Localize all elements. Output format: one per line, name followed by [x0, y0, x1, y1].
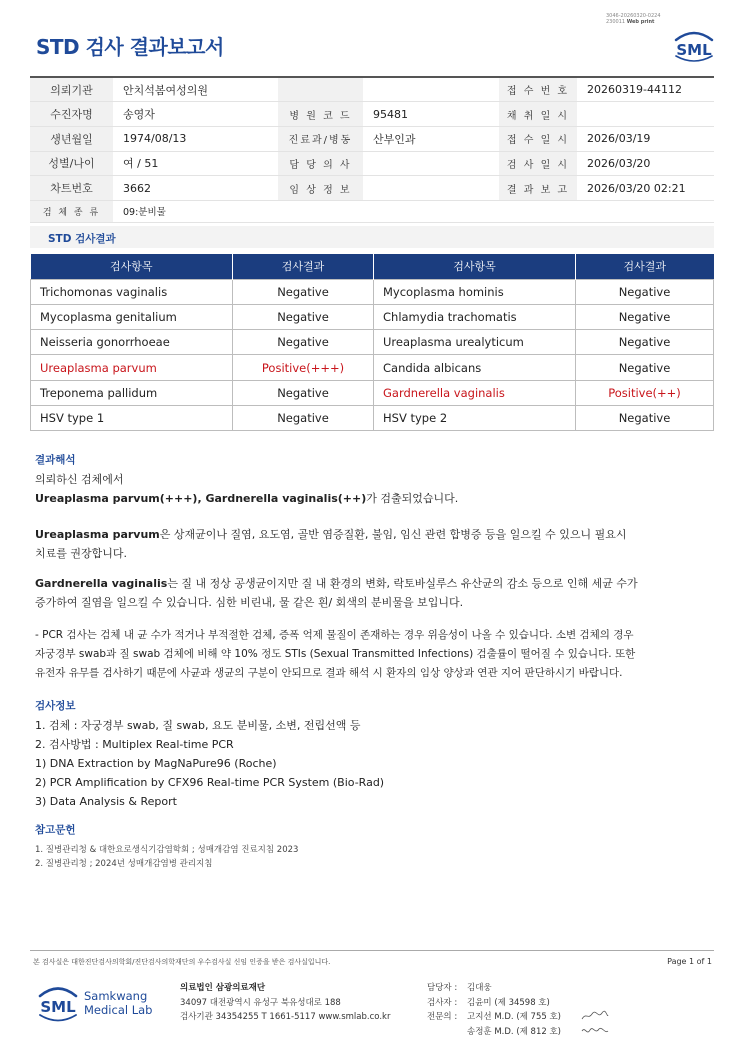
info-value	[363, 77, 499, 102]
test-item-name: Mycoplasma genitalium	[31, 304, 233, 329]
info-label: 성별/나이	[30, 151, 113, 176]
ureaplasma-text-2: 치료를 권장합니다.	[35, 547, 128, 560]
document-code-line2: 230011	[606, 19, 626, 25]
test-result-value: Negative	[576, 304, 714, 329]
info-value: 안치석봄여성의원	[113, 77, 278, 102]
test-item-name: Candida albicans	[374, 355, 576, 380]
info-value: 송영자	[113, 102, 278, 127]
info-value: 산부인과	[363, 126, 499, 151]
staff-name: 김윤미 (제 34598 호)	[467, 997, 550, 1008]
info-label: 진료과/병동	[278, 126, 363, 151]
staff-row	[427, 1025, 561, 1040]
patient-info-row	[30, 151, 714, 176]
info-value: 1974/08/13	[113, 126, 278, 151]
test-result-value: Negative	[576, 405, 714, 430]
test-item-name: Gardnerella vaginalis	[374, 380, 576, 405]
patient-info-table	[30, 76, 714, 223]
test-item-name: Mycoplasma hominis	[374, 279, 576, 304]
organization-name: 의료법인 삼광의료재단	[180, 983, 266, 993]
test-result-value: Negative	[576, 330, 714, 355]
test-result-value: Negative	[233, 304, 374, 329]
pcr-note	[35, 626, 715, 683]
page-number: Page 1 of 1	[667, 957, 712, 966]
info-label: 의뢰기관	[30, 77, 113, 102]
info-value: 2026/03/20	[577, 151, 714, 176]
info-label: 검 사 일 시	[499, 151, 577, 176]
staff-name: 고지선 M.D. (제 755 호)	[467, 1012, 562, 1022]
brand-line1: Samkwang	[84, 989, 148, 1003]
ureaplasma-text-1: 은 상재균이나 질염, 요도염, 골반 염증질환, 불임, 임신 관련 합병증 등을 일으킬 수 있으니 필요시	[159, 528, 627, 541]
organization-address: 34097 대전광역시 유성구 북유성대로 188	[180, 997, 341, 1008]
test-item-name: Ureaplasma urealyticum	[374, 330, 576, 355]
reference-line: 2. 질병관리청 ; 2024년 성매개감염병 관리지침	[35, 859, 213, 869]
sml-footer-logo-text: SML	[40, 998, 76, 1016]
pcr-note-line1: - PCR 검사는 검체 내 균 수가 적거나 부적절한 검체, 증폭 억제 물질이 존재하는 경우 위음성이 나올 수 있습니다. 소변 검체의 경우	[35, 629, 634, 641]
staff-role: 담당자 :	[427, 983, 458, 993]
test-result-value: Negative	[233, 330, 374, 355]
patient-info-row	[30, 102, 714, 127]
info-value: 2026/03/20 02:21	[577, 176, 714, 201]
info-value: 20260319-44112	[577, 77, 714, 102]
gardnerella-paragraph	[35, 574, 715, 612]
test-info-section	[35, 697, 715, 811]
pcr-note-line3: 유전자 유무를 검사하기 때문에 사균과 생균의 구분이 안되므로 결과 해석 시 환자의 임상 양상과 연관 지어 판단하시기 바랍니다.	[35, 667, 623, 679]
test-item-name: Ureaplasma parvum	[31, 355, 233, 380]
reference-line: 1. 질병관리청 & 대한요로생식기감염학회 ; 성매개감염 진료지침 2023	[35, 845, 299, 855]
test-item-name: Chlamydia trachomatis	[374, 304, 576, 329]
info-label: 임 상 정 보	[278, 176, 363, 201]
results-header-row	[31, 254, 714, 279]
interpretation-intro: 의뢰하신 검체에서	[35, 473, 124, 486]
table-row	[31, 304, 714, 329]
page-title: STD 검사 결과보고서	[36, 35, 224, 59]
table-row	[31, 405, 714, 430]
references-section	[35, 821, 715, 871]
staff-role: 전문의 :	[427, 1012, 458, 1022]
info-label	[278, 77, 363, 102]
test-info-line: 1) DNA Extraction by MagNaPure96 (Roche)	[35, 757, 277, 770]
table-row	[31, 355, 714, 380]
info-label: 생년월일	[30, 126, 113, 151]
test-result-value: Negative	[576, 355, 714, 380]
gardnerella-text-1: 는 질 내 정상 공생균이지만 질 내 환경의 변화, 락토바실루스 유산균의 감소 등으로 인해 세균 수가	[167, 577, 638, 590]
pcr-note-line2: 자궁경부 swab과 질 swab 검체에 비해 약 10% 정도 STIs (Sexual Transmitted Infections) 검출률이 떨어질 수 있습니다. 또한	[35, 648, 636, 660]
info-label: 병 원 코 드	[278, 102, 363, 127]
ureaplasma-paragraph	[35, 525, 715, 563]
web-print-tag: Web print	[626, 19, 655, 25]
test-item-name: HSV type 1	[31, 405, 233, 430]
test-item-name: Neisseria gonorrhoeae	[31, 330, 233, 355]
info-value: 3662	[113, 176, 278, 201]
info-value: 2026/03/19	[577, 126, 714, 151]
staff-name: 김대웅	[467, 983, 492, 993]
test-info-heading: 검사정보	[35, 700, 76, 712]
staff-row	[427, 1010, 561, 1025]
test-result-value: Negative	[576, 279, 714, 304]
info-label: 접 수 일 시	[499, 126, 577, 151]
header-test-item-1: 검사항목	[31, 254, 233, 279]
document-code-line1: 3046-20260320-0224	[606, 13, 661, 19]
header-test-item-2: 검사항목	[374, 254, 576, 279]
info-value	[363, 151, 499, 176]
brand-line2: Medical Lab	[84, 1003, 153, 1017]
detected-suffix: 가 검출되었습니다.	[366, 492, 459, 505]
signature-icon	[580, 1025, 610, 1037]
detected-organisms: Ureaplasma parvum(+++), Gardnerella vaginalis(++)	[35, 492, 367, 505]
test-result-value: Negative	[233, 405, 374, 430]
gardnerella-term: Gardnerella vaginalis	[35, 577, 168, 590]
sml-logo-icon	[671, 28, 717, 62]
accreditation-note: 본 검사실은 대한진단검사의학회/진단검사의학재단의 우수검사실 신임 인증을 받은 검사실입니다.	[33, 958, 331, 966]
interpretation-section	[35, 451, 715, 508]
table-row	[31, 330, 714, 355]
test-result-value: Negative	[233, 279, 374, 304]
test-info-line: 1. 검체 : 자궁경부 swab, 질 swab, 요도 분비물, 소변, 전립선액 등	[35, 719, 361, 732]
test-result-value: Positive(++)	[576, 380, 714, 405]
info-label: 결 과 보 고	[499, 176, 577, 201]
organization-info	[180, 981, 390, 1025]
test-info-line: 2) PCR Amplification by CFX96 Real-time PCR System (Bio-Rad)	[35, 776, 385, 789]
info-value: 95481	[363, 102, 499, 127]
ureaplasma-term: Ureaplasma parvum	[35, 528, 160, 541]
header-test-result-1: 검사결과	[233, 254, 374, 279]
sml-footer-logo-icon	[36, 982, 80, 1024]
interpretation-heading: 결과해석	[35, 454, 76, 466]
info-label: 담 당 의 사	[278, 151, 363, 176]
info-value	[363, 176, 499, 201]
test-item-name: HSV type 2	[374, 405, 576, 430]
specimen-row	[30, 200, 714, 222]
test-info-line: 3) Data Analysis & Report	[35, 795, 177, 808]
patient-info-row	[30, 176, 714, 201]
info-value	[577, 102, 714, 127]
staff-role: 검사자 :	[427, 997, 458, 1008]
staff-row	[427, 996, 561, 1011]
test-item-name: Treponema pallidum	[31, 380, 233, 405]
footer-divider	[30, 950, 714, 951]
patient-info-row	[30, 126, 714, 151]
specimen-label: 검 체 종 류	[30, 200, 113, 222]
test-result-value: Positive(+++)	[233, 355, 374, 380]
info-label: 접 수 번 호	[499, 77, 577, 102]
results-section-title: STD 검사결과	[48, 233, 116, 245]
info-label: 채 취 일 시	[499, 102, 577, 127]
staff-name: 송정훈 M.D. (제 812 호)	[467, 1026, 562, 1037]
organization-contact: 검사기관 34354255 T 1661-5117 www.smlab.co.kr	[180, 1012, 391, 1022]
document-code	[606, 13, 702, 25]
brand-name	[84, 989, 152, 1017]
signature-icon	[580, 1010, 610, 1022]
test-item-name: Trichomonas vaginalis	[31, 279, 233, 304]
references-heading: 참고문헌	[35, 824, 76, 836]
info-label: 차트번호	[30, 176, 113, 201]
info-label: 수진자명	[30, 102, 113, 127]
results-section-bar	[30, 226, 714, 248]
interpretation-detected	[35, 489, 715, 508]
info-value: 여 / 51	[113, 151, 278, 176]
staff-info	[427, 981, 561, 1039]
patient-info-row	[30, 77, 714, 102]
specimen-value: 09:분비물	[113, 200, 714, 222]
table-row	[31, 279, 714, 304]
test-result-value: Negative	[233, 380, 374, 405]
sml-logo-text: SML	[676, 41, 712, 59]
gardnerella-text-2: 증가하여 질염을 일으킬 수 있습니다. 심한 비린내, 물 같은 흰/ 회색의 분비물을 보입니다.	[35, 596, 464, 609]
header-test-result-2: 검사결과	[576, 254, 714, 279]
staff-row	[427, 981, 561, 996]
std-results-table	[30, 254, 714, 431]
table-row	[31, 380, 714, 405]
test-info-line: 2. 검사방법 : Multiplex Real-time PCR	[35, 738, 234, 751]
